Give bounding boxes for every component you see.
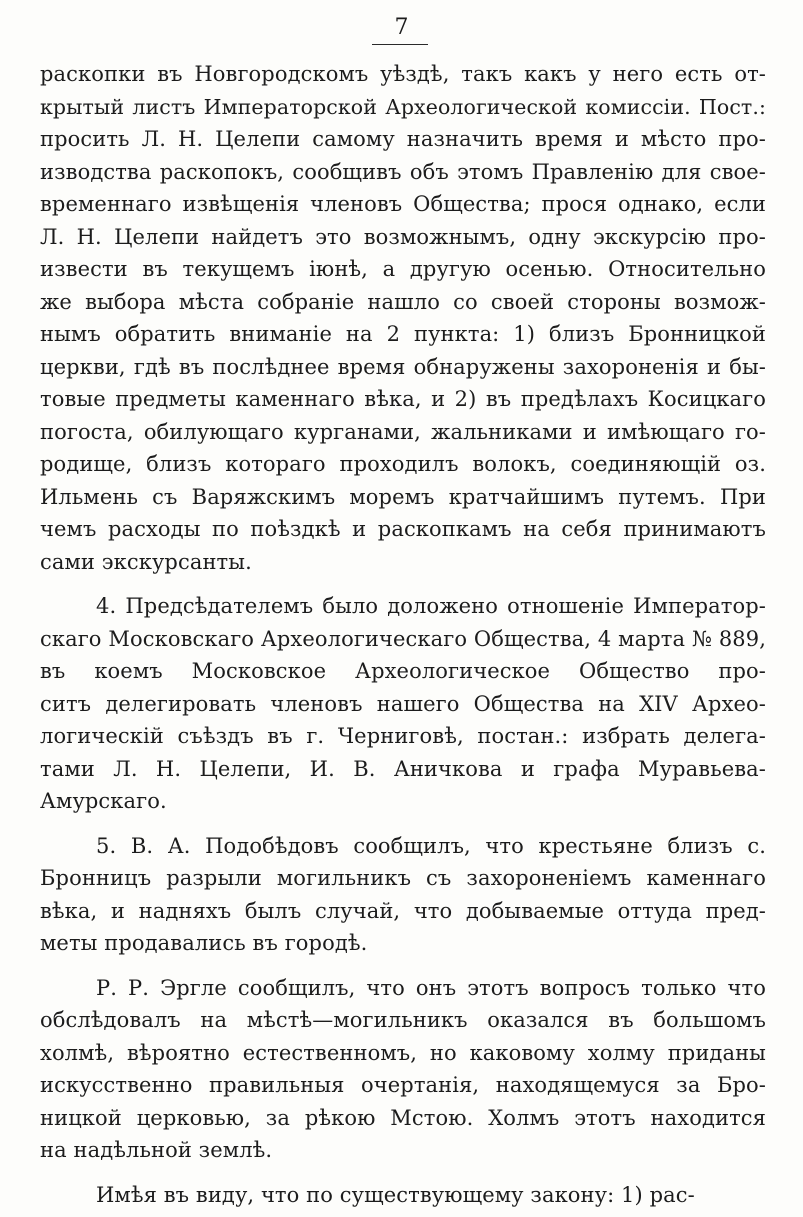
text-line: просить Л. Н. Целепи самому назначить время и мѣсто про- [40,127,766,151]
text-line: скаго Московскаго Археологическаго Общества, 4 марта № 889, [40,626,766,651]
page-number: 7 [394,15,409,40]
text-line: Ильмень съ Варяжскимъ моремъ кратчайшимъ путемъ. При [40,484,766,509]
text-line: въ коемъ Московское Археологическое Общество про- [40,659,766,683]
text-line: искусственно правильныя очертанія, находящемуся за Бро- [40,1073,766,1097]
text-line: логическій съѣздъ въ г. Черниговѣ, постан.: избрать делега- [40,724,766,748]
text-line: ницкой церковью, за рѣкою Мстою. Холмъ этотъ находится [40,1105,766,1130]
paragraph [40,972,766,1167]
document-body [40,58,766,1211]
text-line: вѣка, и надняхъ былъ случай, что добываемые оттуда пред- [40,898,766,923]
paragraph-gap [40,818,766,830]
text-line: чемъ расходы по поѣздкѣ и раскопкамъ на себя принимаютъ [40,517,766,541]
text-line: 4. Предсѣдателемъ было доложено отношеніе Император- [96,594,766,618]
text-line: изводства раскопокъ, сообщивъ объ этомъ Правленію для свое- [40,159,766,184]
text-line: 5. В. А. Подобѣдовъ сообщилъ, что крестьяне близъ с. [96,833,766,858]
paragraph [40,830,766,960]
text-line: меты продавались въ городѣ. [40,931,368,955]
text-line: холмѣ, вѣроятно естественномъ, но каковому холму приданы [40,1040,766,1065]
text-line: нымъ обратить вниманіе на 2 пункта: 1) близъ Бронницкой [40,322,766,346]
text-line: извести въ текущемъ іюнѣ, а другую осенью. Относительно [40,257,766,281]
text-line: на надѣльной землѣ. [40,1138,273,1162]
text-line: Бронницъ разрыли могильникъ съ захороненіемъ каменнаго [40,866,766,890]
paragraph [40,1179,766,1212]
text-line: Амурскаго. [40,789,167,813]
text-line: товые предметы каменнаго вѣка, и 2) въ предѣлахъ Косицкаго [40,387,766,411]
page-number-rule [372,44,428,45]
paragraph [40,590,766,818]
text-line: раскопки въ Новгородскомъ уѣздѣ, такъ какъ у него есть от- [40,62,766,86]
text-line: церкви, гдѣ въ послѣднее время обнаружены захороненія и бы- [40,354,766,379]
text-line: погоста, обилующаго курганами, жальниками и имѣющаго го- [40,419,766,444]
text-line: тами Л. Н. Целепи, И. В. Аничкова и графа Муравьева- [40,756,766,781]
text-line: Л. Н. Целепи найдетъ это возможнымъ, одну экскурсію про- [40,224,766,249]
text-line: сами экскурсанты. [40,549,252,574]
paragraph [40,58,766,578]
paragraph-gap [40,1167,766,1179]
text-line: временнаго извѣщенія членовъ Общества; прося однако, если [40,192,766,216]
text-line: ситъ делегировать членовъ нашего Общества на XIV Архео- [40,691,766,716]
text-line: обслѣдовалъ на мѣстѣ—могильникъ оказался въ большомъ [40,1008,766,1032]
paragraph-gap [40,578,766,590]
text-line: Р. Р. Эргле сообщилъ, что онъ этотъ вопросъ только что [96,975,766,1000]
text-line: Имѣя въ виду, что по существующему закону: 1) рас- [96,1182,695,1207]
text-line: же выбора мѣста собраніе нашло со своей стороны возмож- [40,289,766,314]
text-line: родище, близъ котораго проходилъ волокъ, соединяющій оз. [40,452,766,476]
paragraph-gap [40,960,766,972]
text-line: крытый листъ Императорской Археологической комиссіи. Пост.: [40,94,766,119]
